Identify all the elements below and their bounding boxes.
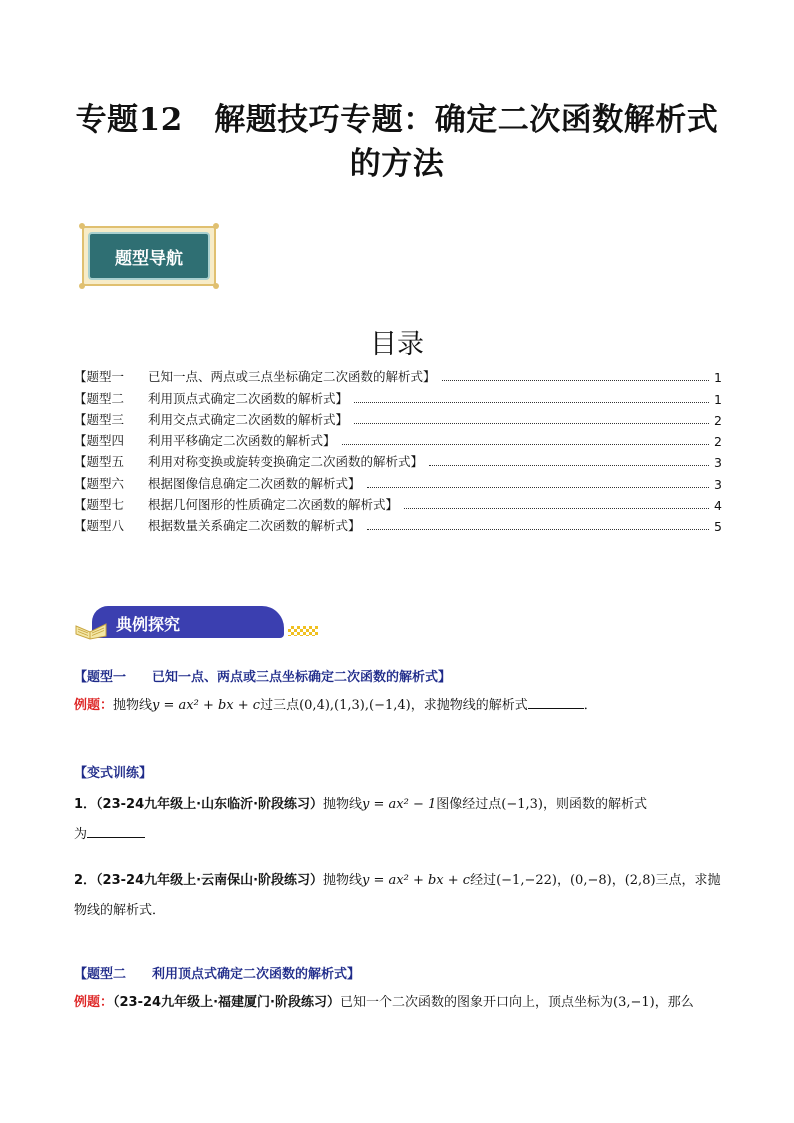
toc-entry-number: 【题型五 [74, 454, 125, 470]
question-source: （23-24九年级上·云南保山·阶段练习） [96, 873, 324, 888]
question-source: （23-24九年级上·山东临沂·阶段练习） [96, 797, 324, 812]
toc-entry[interactable] [74, 385, 722, 406]
toc-entry[interactable] [74, 513, 722, 534]
point: (3,−1) [613, 995, 655, 1010]
point: (2,8) [624, 873, 656, 888]
example-banner-label: 典例探究 [116, 615, 181, 634]
book-icon [74, 618, 108, 640]
example-1: 例题：抛物线y = ax² + bx + c过三点(0,4),(1,3),(−1,4)，求抛物线的解析式 ． [74, 691, 724, 721]
formula: y = ax² + bx + c [362, 873, 471, 888]
toc-entry[interactable] [74, 470, 722, 491]
toc-entry-number: 【题型四 [74, 433, 125, 449]
toc-entry-text: 利用交点式确定二次函数的解析式】 [148, 411, 349, 427]
toc-entry-text: 根据数量关系确定二次函数的解析式】 [148, 518, 361, 534]
practice-heading: 【变式训练】 [74, 766, 153, 781]
example-label: 例题： [74, 698, 114, 713]
toc-leader [354, 422, 709, 424]
toc-entry[interactable] [74, 428, 722, 449]
question-source: （23-24九年级上·福建厦门·阶段练习） [113, 995, 340, 1010]
table-of-contents [74, 364, 722, 534]
toc-entry-text: 根据图像信息确定二次函数的解析式】 [148, 475, 361, 491]
toc-entry-page: 3 [714, 476, 722, 492]
toc-entry-page: 1 [714, 370, 722, 386]
toc-entry-text: 利用平移确定二次函数的解析式】 [148, 433, 336, 449]
answer-blank[interactable] [528, 694, 584, 709]
formula: y = ax² − 1 [362, 797, 437, 812]
toc-entry-page: 1 [714, 391, 722, 407]
toc-heading: 目录 [370, 329, 424, 360]
toc-entry-text: 利用对称变换或旋转变换确定二次函数的解析式】 [148, 454, 424, 470]
toc-entry-number: 【题型六 [74, 475, 125, 491]
toc-entry-text: 根据几何图形的性质确定二次函数的解析式】 [148, 497, 399, 513]
toc-leader [367, 486, 709, 488]
answer-blank[interactable] [87, 823, 145, 838]
toc-entry-page: 3 [714, 455, 722, 471]
point: (−1,3) [501, 797, 543, 812]
point: (−1,−22) [496, 873, 557, 888]
toc-leader [342, 443, 709, 445]
toc-entry-page: 4 [714, 498, 722, 514]
formula: y = ax² + bx + c [152, 698, 261, 713]
toc-leader [429, 464, 709, 466]
point: (0,−8) [569, 873, 612, 888]
section-heading: 【题型一 已知一点、两点或三点坐标确定二次函数的解析式】 [74, 670, 452, 685]
toc-entry-number: 【题型三 [74, 411, 125, 427]
section-heading: 【题型二 利用顶点式确定二次函数的解析式】 [74, 967, 361, 982]
decorative-checker [288, 626, 318, 636]
toc-entry[interactable] [74, 407, 722, 428]
title-line-1: 专题12 解题技巧专题：确定二次函数解析式 [75, 102, 719, 138]
toc-entry-number: 【题型一 [74, 369, 125, 385]
title-line-2: 的方法 [349, 146, 445, 182]
toc-entry-number: 【题型八 [74, 518, 125, 534]
toc-leader [354, 401, 709, 403]
toc-entry[interactable] [74, 364, 722, 385]
toc-entry[interactable] [74, 449, 722, 470]
toc-entry[interactable] [74, 492, 722, 513]
toc-entry-number: 【题型七 [74, 497, 125, 513]
toc-leader [367, 528, 709, 530]
toc-entry-text: 利用顶点式确定二次函数的解析式】 [148, 390, 349, 406]
nav-banner [82, 226, 216, 286]
points: (0,4),(1,3),(−1,4) [299, 698, 411, 713]
example-label: 例题： [74, 995, 114, 1010]
question-2: 2．（23-24九年级上·云南保山·阶段练习）抛物线y = ax² + bx + c经过(−1,−22)，(0,−8)，(2,8)三点，求抛 物线的解析式． [74, 873, 721, 918]
nav-banner-label: 题型导航 [88, 232, 210, 280]
question-1: 1．（23-24九年级上·山东临沂·阶段练习）抛物线y = ax² − 1图像经过点(−1,3)，则函数的解析式 为 [74, 797, 648, 842]
toc-entry-page: 2 [714, 412, 722, 428]
toc-entry-number: 【题型二 [74, 390, 125, 406]
toc-entry-page: 2 [714, 434, 722, 450]
toc-leader [442, 379, 709, 381]
page-title [40, 98, 754, 186]
toc-entry-page: 5 [714, 519, 722, 535]
toc-leader [404, 507, 709, 509]
example-2: 例题：（23-24九年级上·福建厦门·阶段练习）已知一个二次函数的图象开口向上，顶点坐标为(3,−1)，那么 [74, 995, 694, 1010]
example-banner [74, 604, 254, 644]
toc-entry-text: 已知一点、两点或三点坐标确定二次函数的解析式】 [148, 369, 436, 385]
